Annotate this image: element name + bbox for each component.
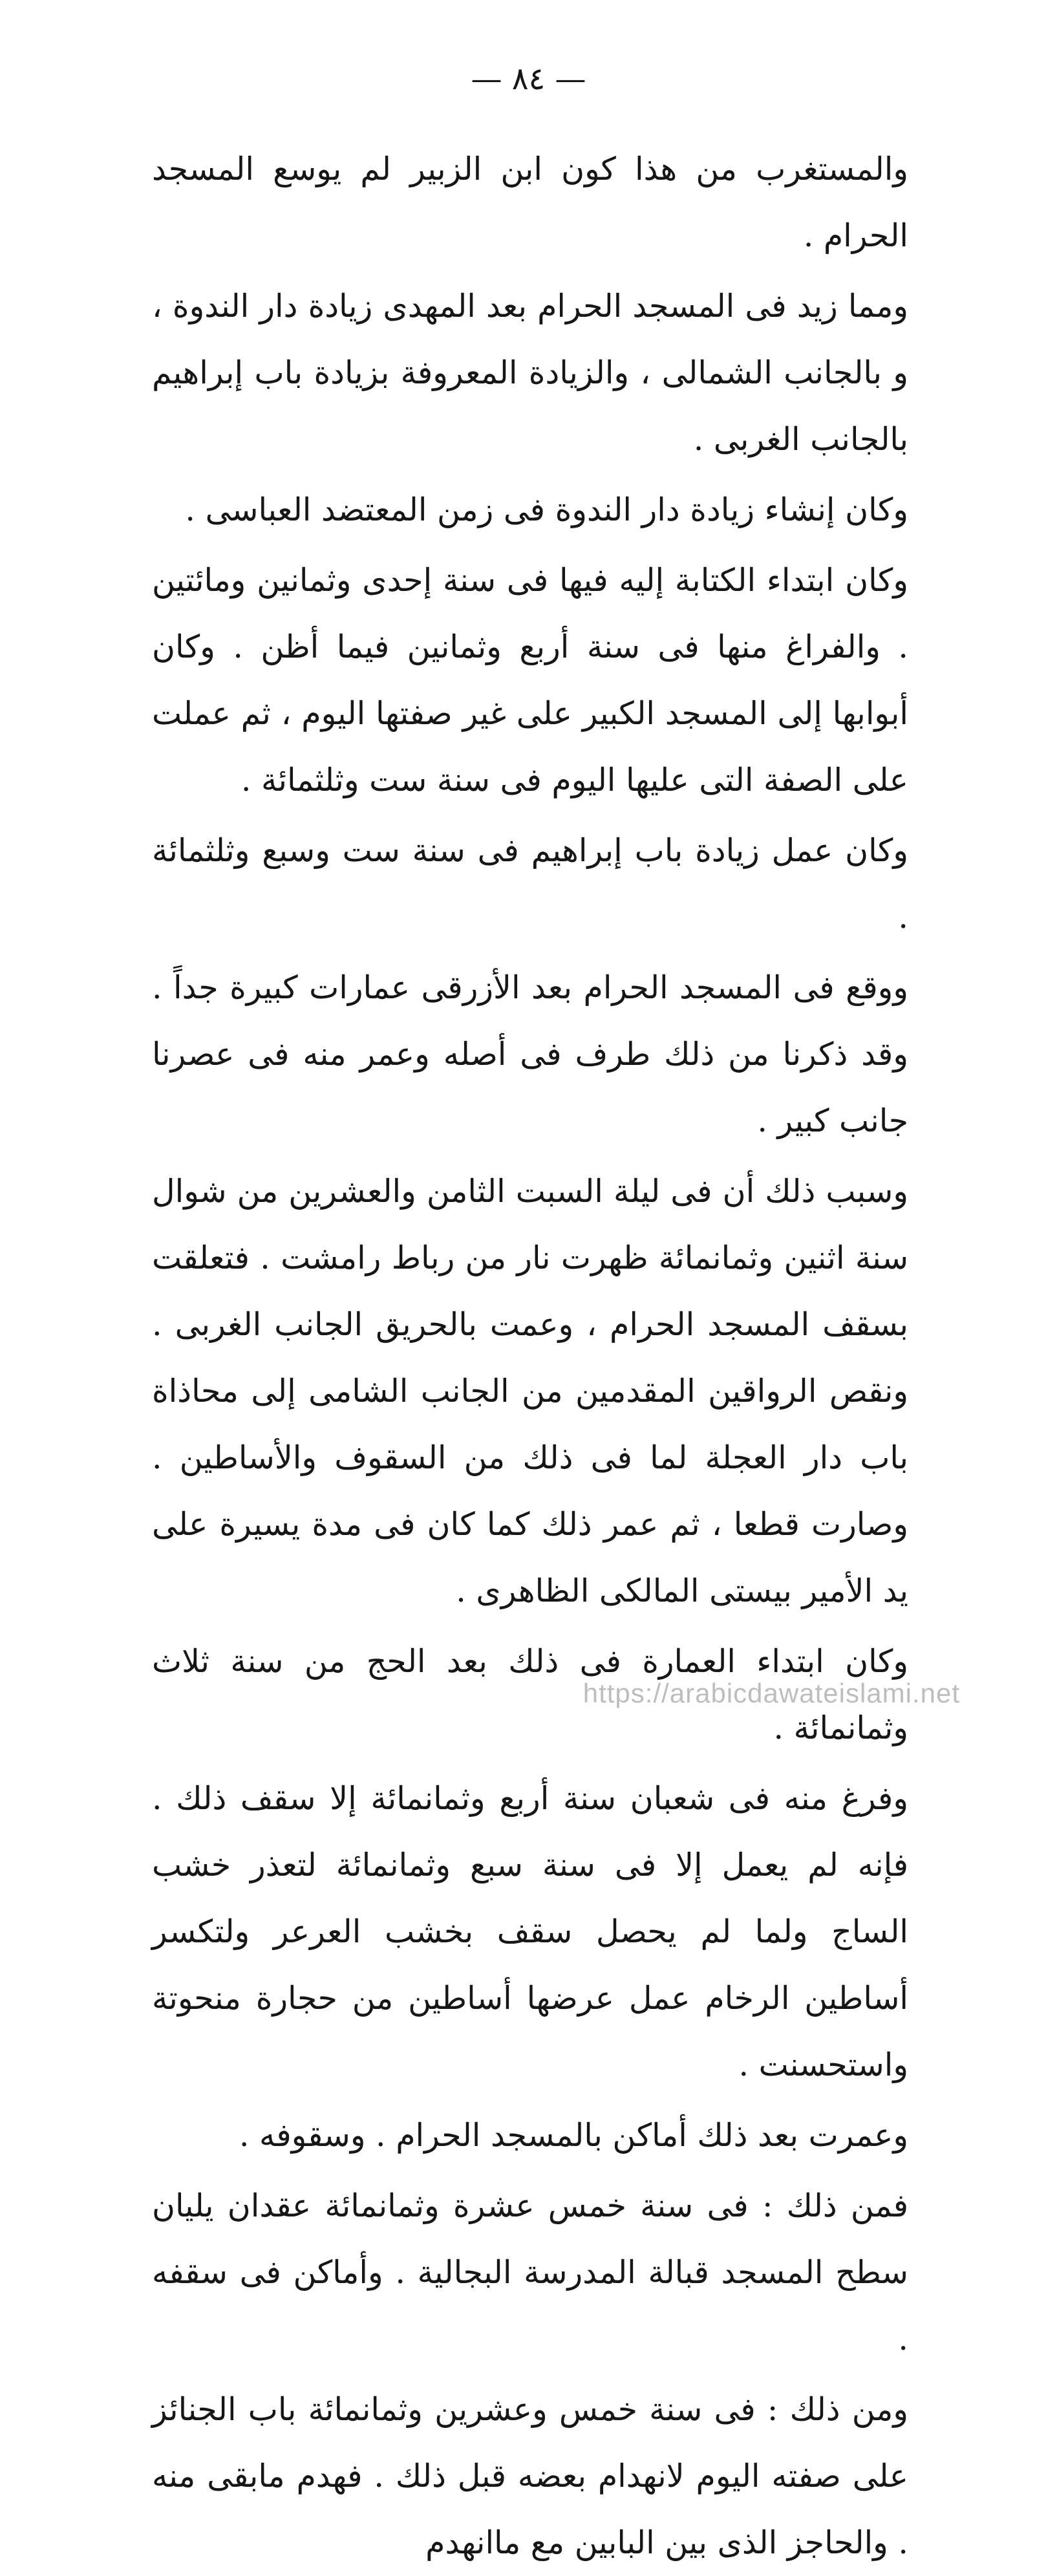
paragraph: وكان إنشاء زيادة دار الندوة فى زمن المعتضد العباسى . bbox=[185, 491, 908, 528]
paragraph: وفرغ منه فى شعبان سنة أربع وثمانمائة إلا سقف ذلك . فإنه لم يعمل إلا فى سنة سبع وثمانمائة لتعذر خشب الساج ولما لم يحصل سقف بخشب العرعر ولتكسر أساطين الرخام عمل عرضها أساطين من حجارة منحوتة واستحسنت . bbox=[152, 1780, 908, 2083]
page-number: — ٨٤ — bbox=[471, 61, 586, 97]
paragraph: وعمرت بعد ذلك أماكن بالمسجد الحرام . وسقوفه . bbox=[239, 2117, 908, 2154]
paragraph: وسبب ذلك أن فى ليلة السبت الثامن والعشرين من شوال سنة اثنين وثمانمائة ظهرت نار من رباط رامشت . فتعلقت بسقف المسجد الحرام ، وعمت بالحريق الجانب الغربى . ونقص الرواقين المقدمين من الجانب الشامى إلى محاذاة باب دار العجلة لما فى ذلك من السقوف والأساطين . وصارت قطعا ، ثم عمر ذلك كما كان فى مدة يسيرة على يد الأمير بيستى المالكى الظاهرى . bbox=[152, 1173, 909, 1609]
paragraph: والمستغرب من هذا كون ابن الزبير لم يوسع المسجد الحرام . bbox=[152, 151, 908, 254]
paragraph: ومما زيد فى المسجد الحرام بعد المهدى زيادة دار الندوة ، و بالجانب الشمالى ، والزيادة المعروفة بزيادة باب إبراهيم بالجانب الغربى . bbox=[152, 288, 908, 458]
paragraph: فمن ذلك : فى سنة خمس عشرة وثمانمائة عقدان يليان سطح المسجد قبالة المدرسة البجالية . وأماكن فى سقفه . bbox=[152, 2187, 908, 2357]
paragraph: وكان ابتداء الكتابة إليه فيها فى سنة إحدى وثمانين ومائتين . والفراغ منها فى سنة أربع وثمانين فيما أظن . وكان أبوابها إلى المسجد الكبير على غير صفتها اليوم ، ثم عملت على الصفة التى عليها اليوم فى سنة ست وثلثمائة . bbox=[152, 562, 908, 799]
watermark-url: https://arabicdawateislami.net bbox=[582, 1678, 960, 1708]
paragraph: ووقع فى المسجد الحرام بعد الأزرقى عمارات كبيرة جداً . وقد ذكرنا من ذلك طرف فى أصله وعمر منه فى عصرنا جانب كبير . bbox=[152, 969, 908, 1139]
paragraph: ومن ذلك : فى سنة خمس وعشرين وثمانمائة باب الجنائز على صفته اليوم لانهدام بعضه قبل ذلك . فهدم مابقى منه . والحاجز الذى بين البابين مع ماانهدم bbox=[152, 2391, 908, 2561]
paragraph: وكان عمل زيادة باب إبراهيم فى سنة ست وسبع وثلثمائة . bbox=[152, 832, 908, 936]
body-text bbox=[152, 136, 908, 2576]
paragraph: وكان ابتداء العمارة فى ذلك بعد الحج من سنة ثلاث وثمانمائة . bbox=[152, 1643, 909, 1746]
